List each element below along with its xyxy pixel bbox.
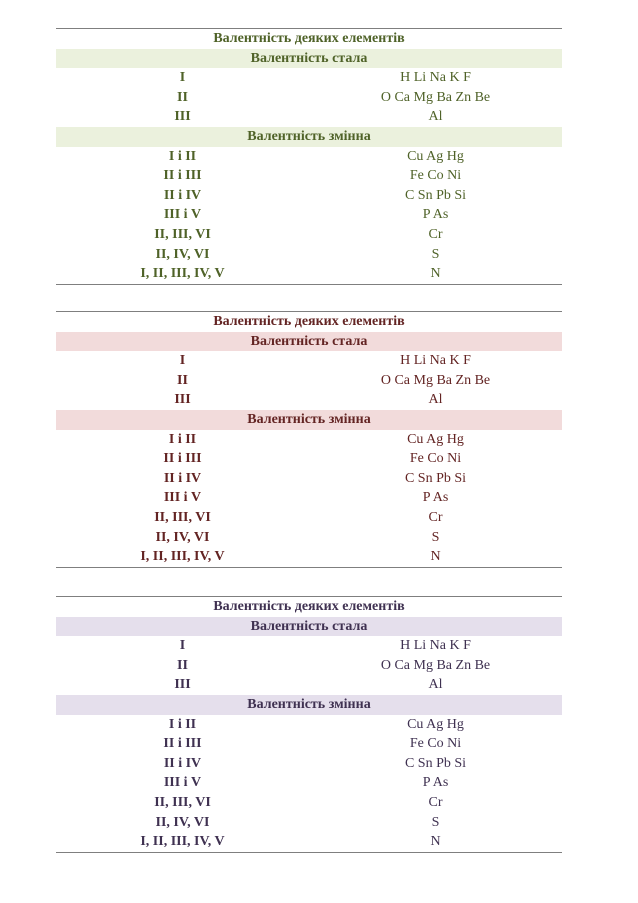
elements-cell: S — [431, 814, 440, 830]
variable-valence-header: Валентність змінна — [247, 696, 371, 712]
table-row — [56, 813, 562, 833]
elements-cell: P As — [422, 490, 449, 506]
valence-cell: I — [179, 70, 186, 86]
valence-cell: I, II, III, IV, V — [140, 266, 225, 282]
elements-cell: S — [431, 246, 440, 262]
constant-valence-header: Валентність стала — [250, 618, 368, 634]
elements-cell: Al — [428, 109, 443, 125]
valence-cell: II, IV, VI — [155, 529, 210, 545]
elements-cell: C Sn Pb Si — [404, 470, 467, 486]
elements-cell: C Sn Pb Si — [404, 755, 467, 771]
table-row — [56, 147, 562, 167]
valence-cell: II і IV — [163, 187, 202, 203]
elements-cell: Cr — [428, 226, 443, 242]
table-row — [56, 754, 562, 774]
table-row — [56, 469, 562, 489]
table-title: Валентність деяких елементів — [213, 31, 405, 46]
elements-cell: Cu Ag Hg — [407, 148, 464, 164]
table-row — [56, 430, 562, 450]
valence-cell: I і II — [168, 716, 197, 732]
elements-cell: Fe Co Ni — [409, 451, 462, 467]
table-row — [56, 225, 562, 245]
elements-cell: N — [430, 266, 441, 282]
valence-cell: III — [174, 677, 191, 693]
valence-cell: II, III, VI — [154, 226, 211, 242]
valence-cell: II — [177, 89, 188, 105]
table-row — [56, 166, 562, 186]
table-row — [56, 832, 562, 852]
table-row — [56, 675, 562, 695]
valence-cell: I і II — [168, 148, 197, 164]
elements-cell: H Li Na K F — [400, 70, 471, 86]
elements-cell: Cu Ag Hg — [407, 716, 464, 732]
table-title: Валентність деяких елементів — [213, 599, 405, 614]
elements-cell: P As — [422, 775, 449, 791]
table-row — [56, 773, 562, 793]
table-row — [56, 205, 562, 225]
elements-cell: N — [430, 834, 441, 850]
table-row — [56, 351, 562, 371]
table-row — [56, 734, 562, 754]
valence-cell: II і IV — [163, 755, 202, 771]
table-row — [56, 528, 562, 548]
valence-cell: I, II, III, IV, V — [140, 549, 225, 565]
table-row — [56, 245, 562, 265]
valence-cell: II і III — [163, 451, 202, 467]
constant-valence-header: Валентність стала — [250, 333, 368, 349]
elements-cell: Cu Ag Hg — [407, 431, 464, 447]
elements-cell: O Ca Mg Ba Zn Be — [380, 372, 491, 388]
valence-cell: I і II — [168, 431, 197, 447]
table-row — [56, 508, 562, 528]
table-row — [56, 488, 562, 508]
elements-cell: H Li Na K F — [400, 353, 471, 369]
table-title: Валентність деяких елементів — [213, 314, 405, 329]
valence-cell: II, IV, VI — [155, 246, 210, 262]
variable-valence-header: Валентність змінна — [247, 411, 371, 427]
elements-cell: Fe Co Ni — [409, 736, 462, 752]
valence-table-red — [56, 311, 562, 568]
elements-cell: Al — [428, 392, 443, 408]
table-row — [56, 656, 562, 676]
valence-cell: I, II, III, IV, V — [140, 834, 225, 850]
valence-cell: II і III — [163, 168, 202, 184]
table-row — [56, 715, 562, 735]
variable-valence-header: Валентність змінна — [247, 128, 371, 144]
elements-cell: N — [430, 549, 441, 565]
valence-cell: II і IV — [163, 470, 202, 486]
valence-table-purple — [56, 596, 562, 853]
table-row — [56, 107, 562, 127]
table-row — [56, 390, 562, 410]
valence-cell: II — [177, 657, 188, 673]
valence-cell: II, IV, VI — [155, 814, 210, 830]
constant-valence-header: Валентність стала — [250, 50, 368, 66]
table-row — [56, 371, 562, 391]
valence-cell: III — [174, 392, 191, 408]
valence-cell: III — [174, 109, 191, 125]
valence-cell: II, III, VI — [154, 509, 211, 525]
valence-table-green — [56, 28, 562, 285]
table-row — [56, 547, 562, 567]
elements-cell: Al — [428, 677, 443, 693]
elements-cell: P As — [422, 207, 449, 223]
valence-cell: II, III, VI — [154, 794, 211, 810]
elements-cell: C Sn Pb Si — [404, 187, 467, 203]
valence-cell: I — [179, 638, 186, 654]
valence-cell: III і V — [163, 490, 202, 506]
table-row — [56, 793, 562, 813]
table-row — [56, 264, 562, 284]
elements-cell: S — [431, 529, 440, 545]
valence-cell: II — [177, 372, 188, 388]
elements-cell: O Ca Mg Ba Zn Be — [380, 89, 491, 105]
valence-cell: III і V — [163, 207, 202, 223]
elements-cell: Cr — [428, 509, 443, 525]
valence-cell: II і III — [163, 736, 202, 752]
table-row — [56, 68, 562, 88]
valence-cell: III і V — [163, 775, 202, 791]
elements-cell: Fe Co Ni — [409, 168, 462, 184]
elements-cell: O Ca Mg Ba Zn Be — [380, 657, 491, 673]
valence-cell: I — [179, 353, 186, 369]
table-row — [56, 636, 562, 656]
elements-cell: Cr — [428, 794, 443, 810]
table-row — [56, 88, 562, 108]
table-row — [56, 449, 562, 469]
table-row — [56, 186, 562, 206]
elements-cell: H Li Na K F — [400, 638, 471, 654]
